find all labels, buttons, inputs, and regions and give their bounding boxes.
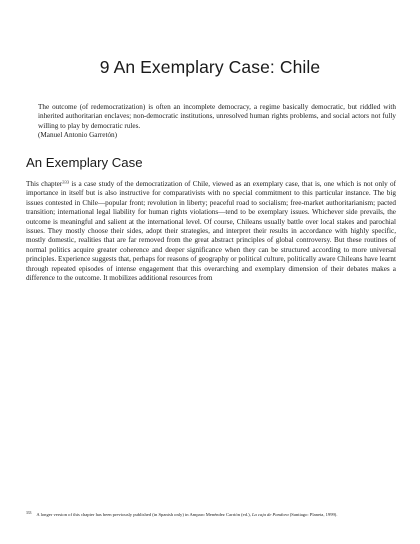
footnote-text-before: A longer version of this chapter has been previously published (in Spanish only) in Amparo Menéndez Carrión (ed.), [36,512,252,517]
epigraph-quote: The outcome (of redemocratization) is often an incomplete democracy, a regime basically democratic, but riddled with inherited authoritarian enclaves; non-democratic institutions, unresolved human rights problems, and social actors not fully willing to play by democratic rules. [38,103,396,130]
chapter-title: 9 An Exemplary Case: Chile [99,57,321,77]
epigraph-source: (Manuel Antonio Garretón) [38,131,118,139]
section-heading: An Exemplary Case [26,155,143,170]
footnote-marker: 333 [26,511,32,516]
body-paragraph [26,180,396,283]
body-intro: This chapter [26,180,63,188]
body-text: is a case study of the democratization of Chile, viewed as an exemplary case, that is, one which is not only of importance in itself but is also instructive for comparativists with no special commitment to this particular instance. The big issues contested in Chile—popular front; revolution in liberty; peaceful road to socialism; free-market authoritarianism; pacted transition; international legal liability for human rights violations—tend to be exemplary issues. Whichever side prevails, the outcome is meaningful and salient at the international level. Of course, Chileans usually battle over local stakes and parochial issues. They mostly choose their sides, adopt their strategies, and interpret their results in accordance with highly specific, mostly domestic, realities that are far removed from the great abstract principles of global controversy. But these routines of normal politics acquire greater coherence and deeper significance when they can be structured according to more universal principles. Experience suggests that, perhaps for reasons of geography or political culture, politically aware Chileans have learnt through repeated episodes of intense engagement that this overarching and exemplary dimension of their debates makes a difference to the outcome. It mobilizes additional resources from [26,180,396,283]
footnote-book-title: La caja de Pandora [252,512,289,517]
footnote-reference[interactable]: 333 [62,179,70,185]
footnote-text-after: (Santiago: Planeta, 1999). [288,512,338,517]
footnote [26,512,398,518]
